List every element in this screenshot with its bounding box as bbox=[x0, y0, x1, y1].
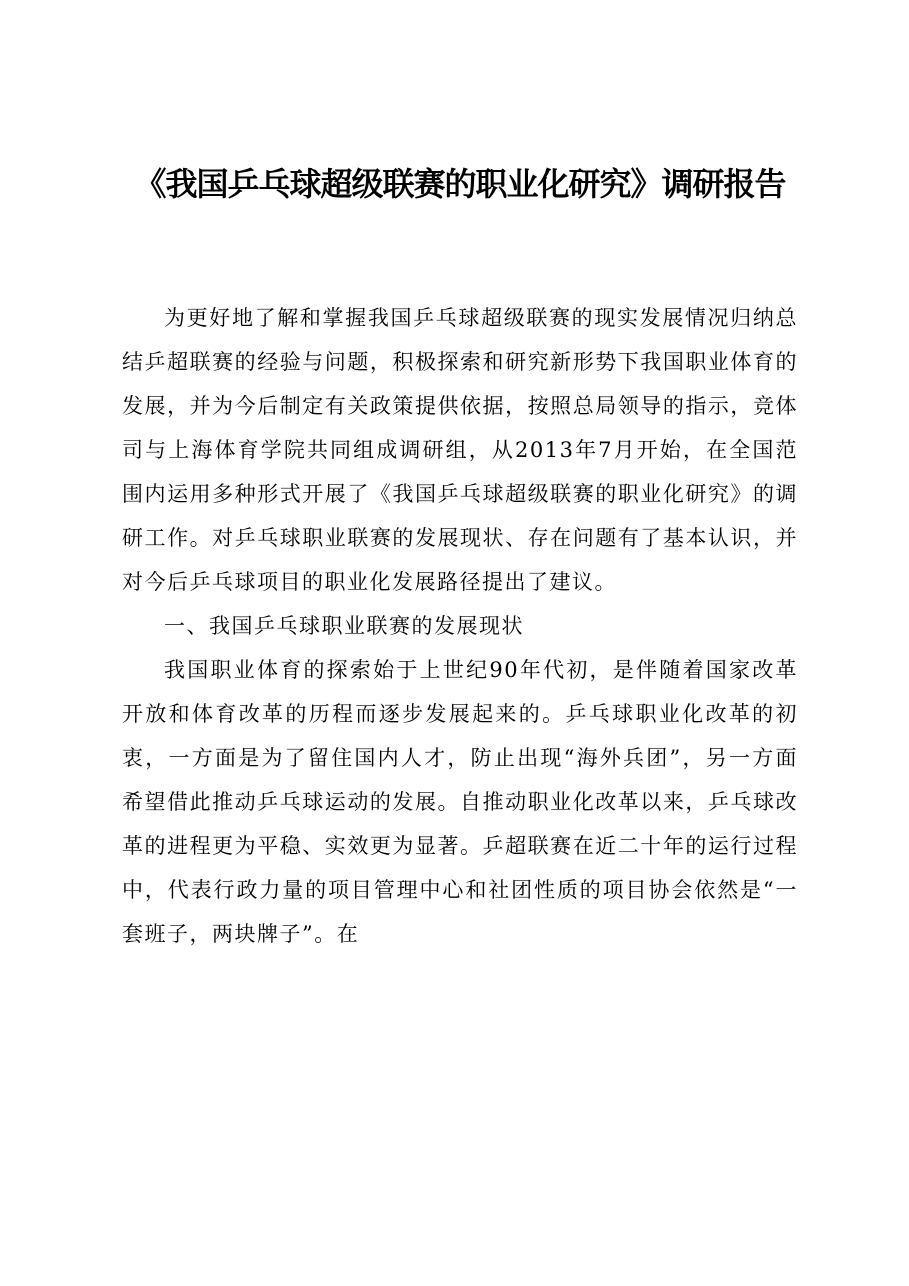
document-body bbox=[122, 296, 798, 956]
document-title: 《我国乒乓球超级联赛的职业化研究》调研报告 bbox=[134, 165, 786, 203]
section-paragraph: 我国职业体育的探索始于上世纪90年代初，是伴随着国家改革开放和体育改革的历程而逐步发展起来的。乒乓球职业化改革的初衷，一方面是为了留住国内人才，防止出现“海外兵团”，另一方面希望借此推动乒乓球运动的发展。自推动职业化改革以来，乒乓球改革的进程更为平稳、实效更为显著。乒超联赛在近二十年的运行过程中，代表行政力量的项目管理中心和社团性质的项目协会依然是“一套班子，两块牌子”。在 bbox=[122, 658, 798, 946]
section-heading: 一、我国乒乓球职业联赛的发展现状 bbox=[164, 614, 524, 638]
intro-paragraph: 为更好地了解和掌握我国乒乓球超级联赛的现实发展情况归纳总结乒超联赛的经验与问题，积极探索和研究新形势下我国职业体育的发展，并为今后制定有关政策提供依据，按照总局领导的指示，竞体司与上海体育学院共同组成调研组，从2013年7月开始，在全国范围内运用多种形式开展了《我国乒乓球超级联赛的职业化研究》的调研工作。对乒乓球职业联赛的发展现状、存在问题有了基本认识，并对今后乒乓球项目的职业化发展路径提出了建议。 bbox=[122, 306, 798, 594]
